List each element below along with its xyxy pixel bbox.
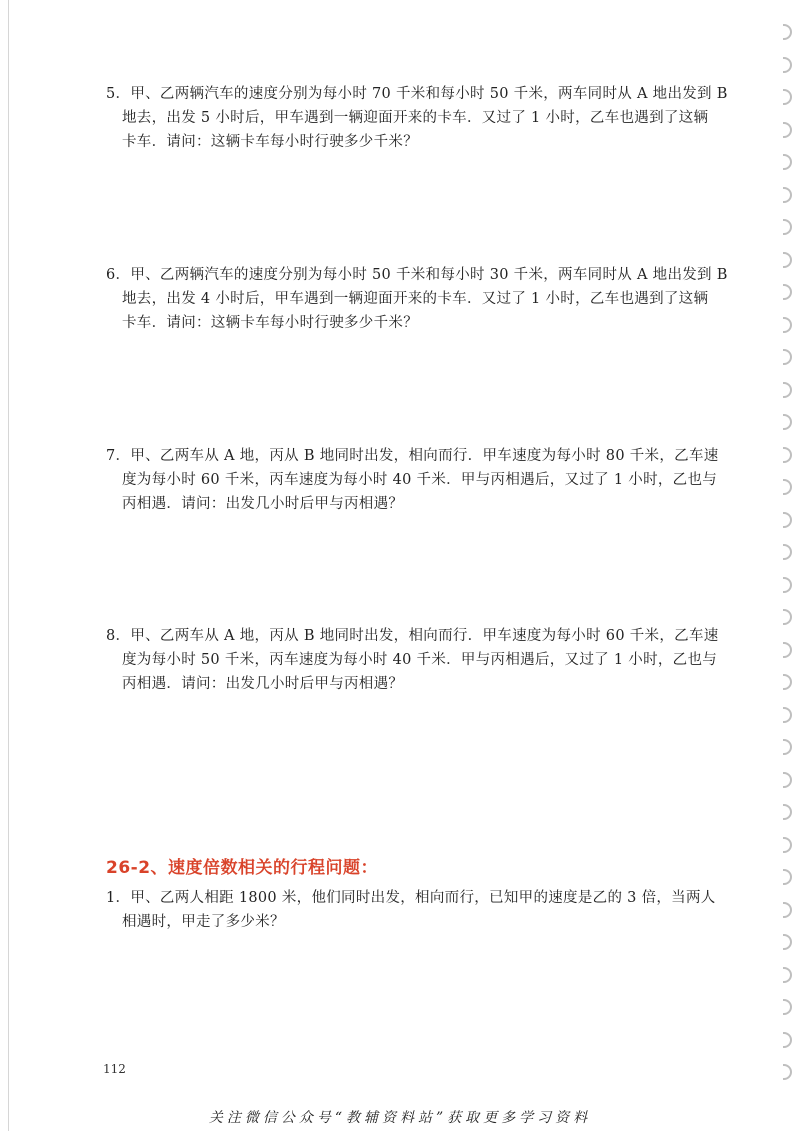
binding-ring — [783, 1032, 792, 1048]
problem-line: 8．甲、乙两车从 A 地，丙从 B 地同时出发，相向而行．甲车速度为每小时 60 千米，乙车速 — [106, 628, 719, 644]
binding-ring — [783, 577, 792, 593]
binding-ring — [783, 837, 792, 853]
binding-ring — [783, 122, 792, 138]
problem-line: 卡车．请问：这辆卡车每小时行驶多少千米？ — [122, 134, 418, 150]
binding-ring — [783, 414, 792, 430]
binding-ring — [783, 24, 792, 40]
binding-ring — [783, 284, 792, 300]
binding-ring — [783, 739, 792, 755]
binding-ring — [783, 707, 792, 723]
binding-ring — [783, 382, 792, 398]
problem-line: 丙相遇．请问：出发几小时后甲与丙相遇？ — [122, 496, 404, 512]
binding-ring — [783, 57, 792, 73]
binding-ring — [783, 804, 792, 820]
page-number: 112 — [103, 1062, 126, 1076]
binding-ring — [783, 934, 792, 950]
binding-ring — [783, 544, 792, 560]
problem-line: 相遇时，甲走了多少米？ — [122, 914, 285, 930]
spiral-binding — [766, 0, 800, 1131]
problem-line: 地去，出发 4 小时后，甲车遇到一辆迎面开来的卡车．又过了 1 小时，乙车也遇到了这辆 — [122, 291, 709, 307]
binding-ring — [783, 479, 792, 495]
binding-ring — [783, 349, 792, 365]
binding-ring — [783, 967, 792, 983]
problem-line: 卡车．请问：这辆卡车每小时行驶多少千米？ — [122, 315, 418, 331]
binding-ring — [783, 772, 792, 788]
binding-ring — [783, 187, 792, 203]
problem-line: 7．甲、乙两车从 A 地，丙从 B 地同时出发，相向而行．甲车速度为每小时 80 千米，乙车速 — [106, 448, 719, 464]
binding-ring — [783, 447, 792, 463]
binding-ring — [783, 512, 792, 528]
binding-ring — [783, 609, 792, 625]
problem-line: 度为每小时 50 千米，丙车速度为每小时 40 千米．甲与丙相遇后，又过了 1 小时，乙也与 — [122, 652, 718, 668]
problem-line: 度为每小时 60 千米，丙车速度为每小时 40 千米．甲与丙相遇后，又过了 1 小时，乙也与 — [122, 472, 718, 488]
problem-8 — [106, 624, 728, 696]
binding-ring — [783, 869, 792, 885]
binding-ring — [783, 317, 792, 333]
problem-5 — [106, 82, 728, 154]
problem-1 — [106, 886, 728, 934]
footer-note: 关注微信公众号“教辅资料站”获取更多学习资料 — [208, 1110, 592, 1126]
problem-7 — [106, 444, 728, 516]
page-edge — [8, 0, 9, 1131]
binding-ring — [783, 902, 792, 918]
binding-ring — [783, 219, 792, 235]
problem-line: 6．甲、乙两辆汽车的速度分别为每小时 50 千米和每小时 30 千米，两车同时从 A 地出发到 B — [106, 267, 728, 283]
binding-ring — [783, 154, 792, 170]
binding-ring — [783, 999, 792, 1015]
problem-line: 丙相遇．请问：出发几小时后甲与丙相遇？ — [122, 676, 404, 692]
section-title: 26-2、速度倍数相关的行程问题： — [106, 858, 379, 878]
binding-ring — [783, 1064, 792, 1080]
binding-ring — [783, 89, 792, 105]
binding-ring — [783, 642, 792, 658]
binding-ring — [783, 674, 792, 690]
problem-line: 5．甲、乙两辆汽车的速度分别为每小时 70 千米和每小时 50 千米，两车同时从 A 地出发到 B — [106, 86, 728, 102]
binding-ring — [783, 252, 792, 268]
problem-6 — [106, 263, 728, 335]
problem-line: 地去，出发 5 小时后，甲车遇到一辆迎面开来的卡车．又过了 1 小时，乙车也遇到了这辆 — [122, 110, 709, 126]
problem-line: 1．甲、乙两人相距 1800 米，他们同时出发，相向而行，已知甲的速度是乙的 3 倍，当两人 — [106, 890, 716, 906]
